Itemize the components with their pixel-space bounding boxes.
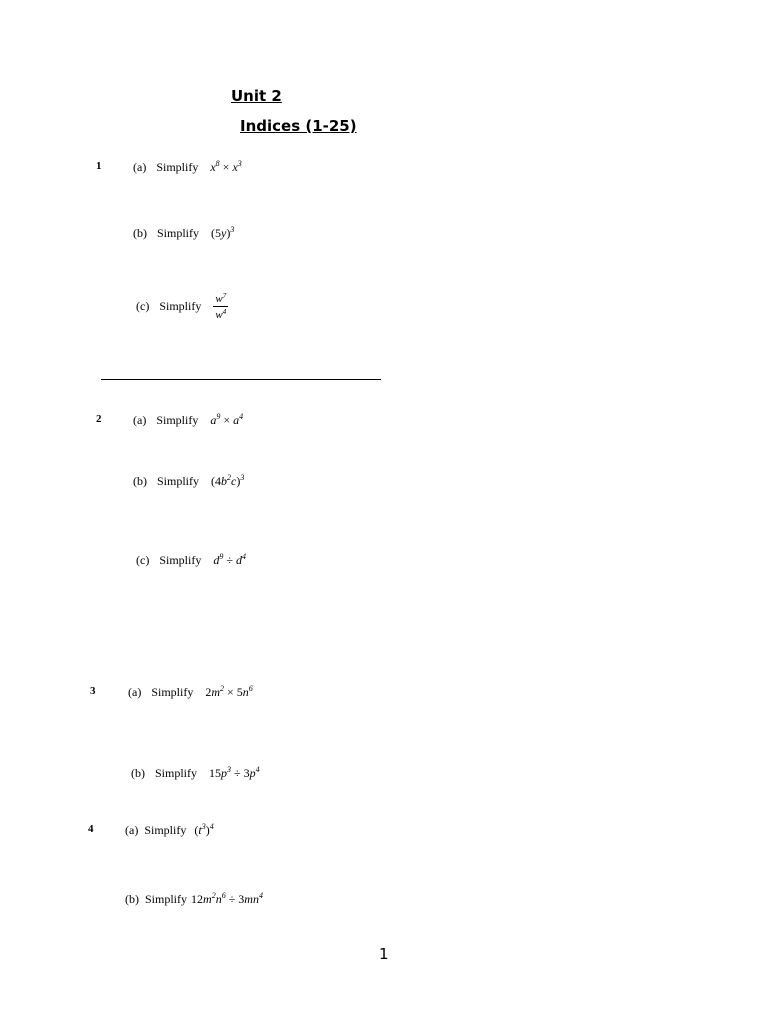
math-exponent: 2 xyxy=(211,891,216,900)
math-operator: ÷ xyxy=(223,553,236,567)
math-term: ( xyxy=(194,823,199,837)
math-exponent: 4 xyxy=(241,552,246,561)
math-exponent: 2 xyxy=(220,684,225,693)
math-exponent: 6 xyxy=(221,891,226,900)
math-expression xyxy=(210,413,243,426)
math-term: (5 xyxy=(211,226,222,240)
math-operator: ÷ 3 xyxy=(225,892,245,906)
math-term: m xyxy=(203,892,212,906)
part-instruction: Simplify xyxy=(145,892,188,906)
math-exponent: 4 xyxy=(258,891,263,900)
math-expression xyxy=(194,823,213,836)
math-term: x xyxy=(210,160,216,174)
math-operator: ÷ 3 xyxy=(231,766,250,780)
math-term: n xyxy=(242,685,249,699)
fraction-numerator xyxy=(213,293,228,307)
unit-title: Unit 2 xyxy=(231,87,282,105)
question-number: 1 xyxy=(96,160,102,172)
part-label: (b) xyxy=(125,892,139,906)
math-exponent: 4 xyxy=(209,822,214,831)
math-term: mn xyxy=(244,892,259,906)
question-part xyxy=(128,685,253,698)
part-instruction: Simplify xyxy=(144,823,187,837)
question-number: 4 xyxy=(88,823,94,835)
part-instruction: Simplify xyxy=(157,226,200,240)
math-expression xyxy=(211,474,244,487)
part-instruction: Simplify xyxy=(151,685,194,699)
math-term: 15 xyxy=(209,766,222,780)
math-term: d xyxy=(213,553,220,567)
math-term: ) xyxy=(205,823,210,837)
topic-title: Indices (1-25) xyxy=(240,117,357,135)
math-exponent: 4 xyxy=(255,765,260,774)
math-term: d xyxy=(235,553,242,567)
math-exponent: 7 xyxy=(222,292,227,300)
part-instruction: Simplify xyxy=(157,474,200,488)
math-term: a xyxy=(210,413,217,427)
math-term: p xyxy=(249,766,256,780)
question-number: 3 xyxy=(90,685,96,697)
math-operator: × xyxy=(219,160,233,174)
math-term: x xyxy=(232,160,238,174)
part-label: (a) xyxy=(128,685,142,699)
math-exponent: 3 xyxy=(230,225,235,234)
math-term: p xyxy=(221,766,228,780)
part-instruction: Simplify xyxy=(159,553,202,567)
part-label: (b) xyxy=(133,474,147,488)
math-expression xyxy=(213,553,246,566)
question-part xyxy=(136,293,228,321)
math-exponent: 3 xyxy=(227,765,232,774)
part-label: (a) xyxy=(133,413,147,427)
part-instruction: Simplify xyxy=(156,160,199,174)
question-part xyxy=(125,892,263,905)
math-term: 2 xyxy=(205,685,212,699)
math-term: ) xyxy=(226,226,231,240)
math-term: a xyxy=(233,413,240,427)
math-expression xyxy=(205,685,252,698)
part-label: (c) xyxy=(136,553,150,567)
math-exponent: 3 xyxy=(201,822,206,831)
math-exponent: 8 xyxy=(215,159,220,168)
math-expression xyxy=(211,226,234,239)
part-label: (c) xyxy=(136,298,150,313)
math-term: t xyxy=(198,823,202,837)
math-exponent: 6 xyxy=(248,684,253,693)
math-operator: × 5 xyxy=(224,685,243,699)
fraction-denominator xyxy=(215,307,226,321)
math-expression xyxy=(209,766,260,779)
question-number: 2 xyxy=(96,413,102,425)
question-part xyxy=(133,160,242,173)
part-label: (a) xyxy=(125,823,139,837)
question-part xyxy=(136,553,246,566)
math-exponent: 9 xyxy=(216,412,221,421)
part-instruction: Simplify xyxy=(159,298,202,313)
question-part xyxy=(131,766,260,779)
math-fraction xyxy=(213,293,228,321)
part-instruction: Simplify xyxy=(155,766,198,780)
math-exponent: 4 xyxy=(239,412,244,421)
question-part xyxy=(133,226,234,239)
section-divider xyxy=(101,379,381,380)
math-expression xyxy=(210,160,241,173)
math-exponent: 3 xyxy=(240,473,245,482)
math-term: 12 xyxy=(191,892,204,906)
math-term: n xyxy=(215,892,222,906)
math-exponent: 9 xyxy=(219,552,224,561)
part-label: (b) xyxy=(131,766,145,780)
math-exponent: 2 xyxy=(227,473,232,482)
part-label: (b) xyxy=(133,226,147,240)
question-part xyxy=(133,413,243,426)
math-term: m xyxy=(211,685,221,699)
math-term: y xyxy=(221,226,227,240)
math-term: c xyxy=(231,474,237,488)
part-instruction: Simplify xyxy=(156,413,199,427)
math-expression xyxy=(191,892,263,905)
question-part xyxy=(133,474,244,487)
question-part xyxy=(125,823,214,836)
math-term: w xyxy=(215,309,223,321)
math-exponent: 4 xyxy=(222,308,227,316)
part-label: (a) xyxy=(133,160,147,174)
math-term: b xyxy=(221,474,228,488)
math-term: ) xyxy=(236,474,241,488)
math-operator: × xyxy=(220,413,234,427)
math-exponent: 3 xyxy=(237,159,242,168)
math-term: w xyxy=(215,293,223,305)
page-number: 1 xyxy=(379,945,389,963)
math-term: (4 xyxy=(211,474,222,488)
